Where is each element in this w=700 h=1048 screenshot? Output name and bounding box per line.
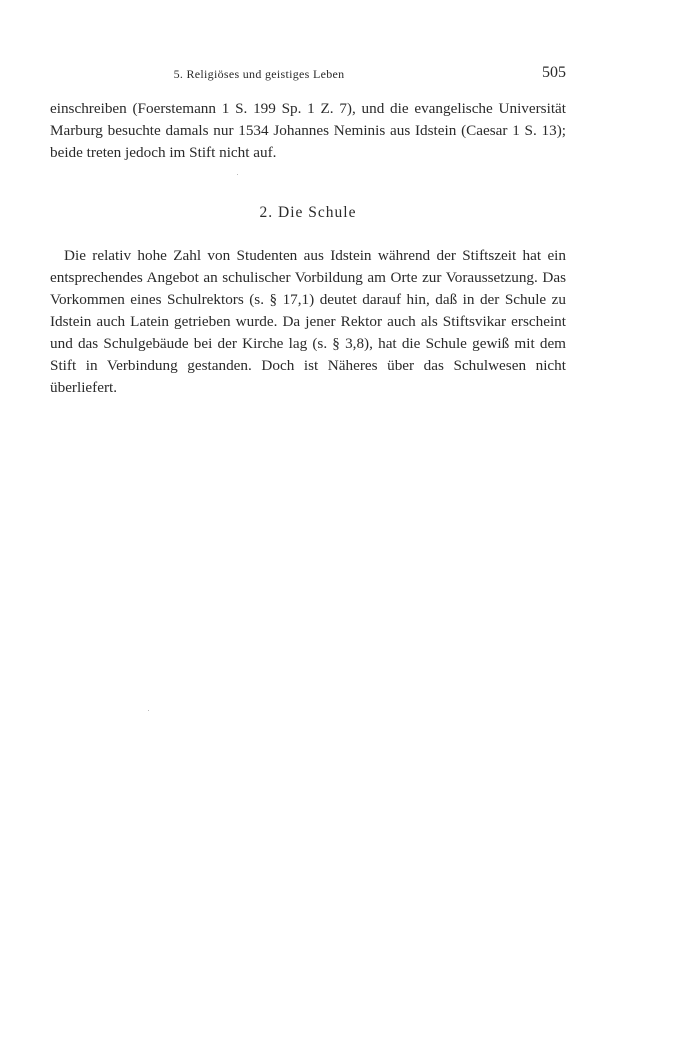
- book-page: [50, 0, 566, 1048]
- page-number: 505: [542, 64, 566, 81]
- scan-speck: [237, 174, 238, 175]
- running-head: [50, 64, 566, 84]
- scan-speck: [148, 710, 149, 711]
- body-paragraph: Die relativ hohe Zahl von Studenten aus Idstein während der Stiftszeit hat ein entsprechendes Angebot an schulischer Vorbildung am Orte zur Voraussetzung. Das Vorkommen eines Schulrektors (s. § 17,1) deutet darauf hin, daß in der Schule zu Idstein auch Latein getrieben wurde. Da jener Rektor auch als Stiftsvikar erscheint und das Schulgebäude bei der Kirche lag (s. § 3,8), hat die Schule gewiß mit dem Stift in Verbindung gestanden. Doch ist Näheres über das Schulwesen nicht überliefert.: [50, 247, 566, 396]
- running-title: 5. Religiöses und geistiges Leben: [173, 67, 345, 81]
- section-heading: 2. Die Schule: [259, 204, 357, 221]
- body-paragraph: einschreiben (Foerstemann 1 S. 199 Sp. 1 Z. 7), und die evangelische Universität Marburg besuchte damals nur 1534 Johannes Neminis aus Idstein (Caesar 1 S. 13); beide treten jedoch im Stift nicht auf.: [50, 100, 566, 161]
